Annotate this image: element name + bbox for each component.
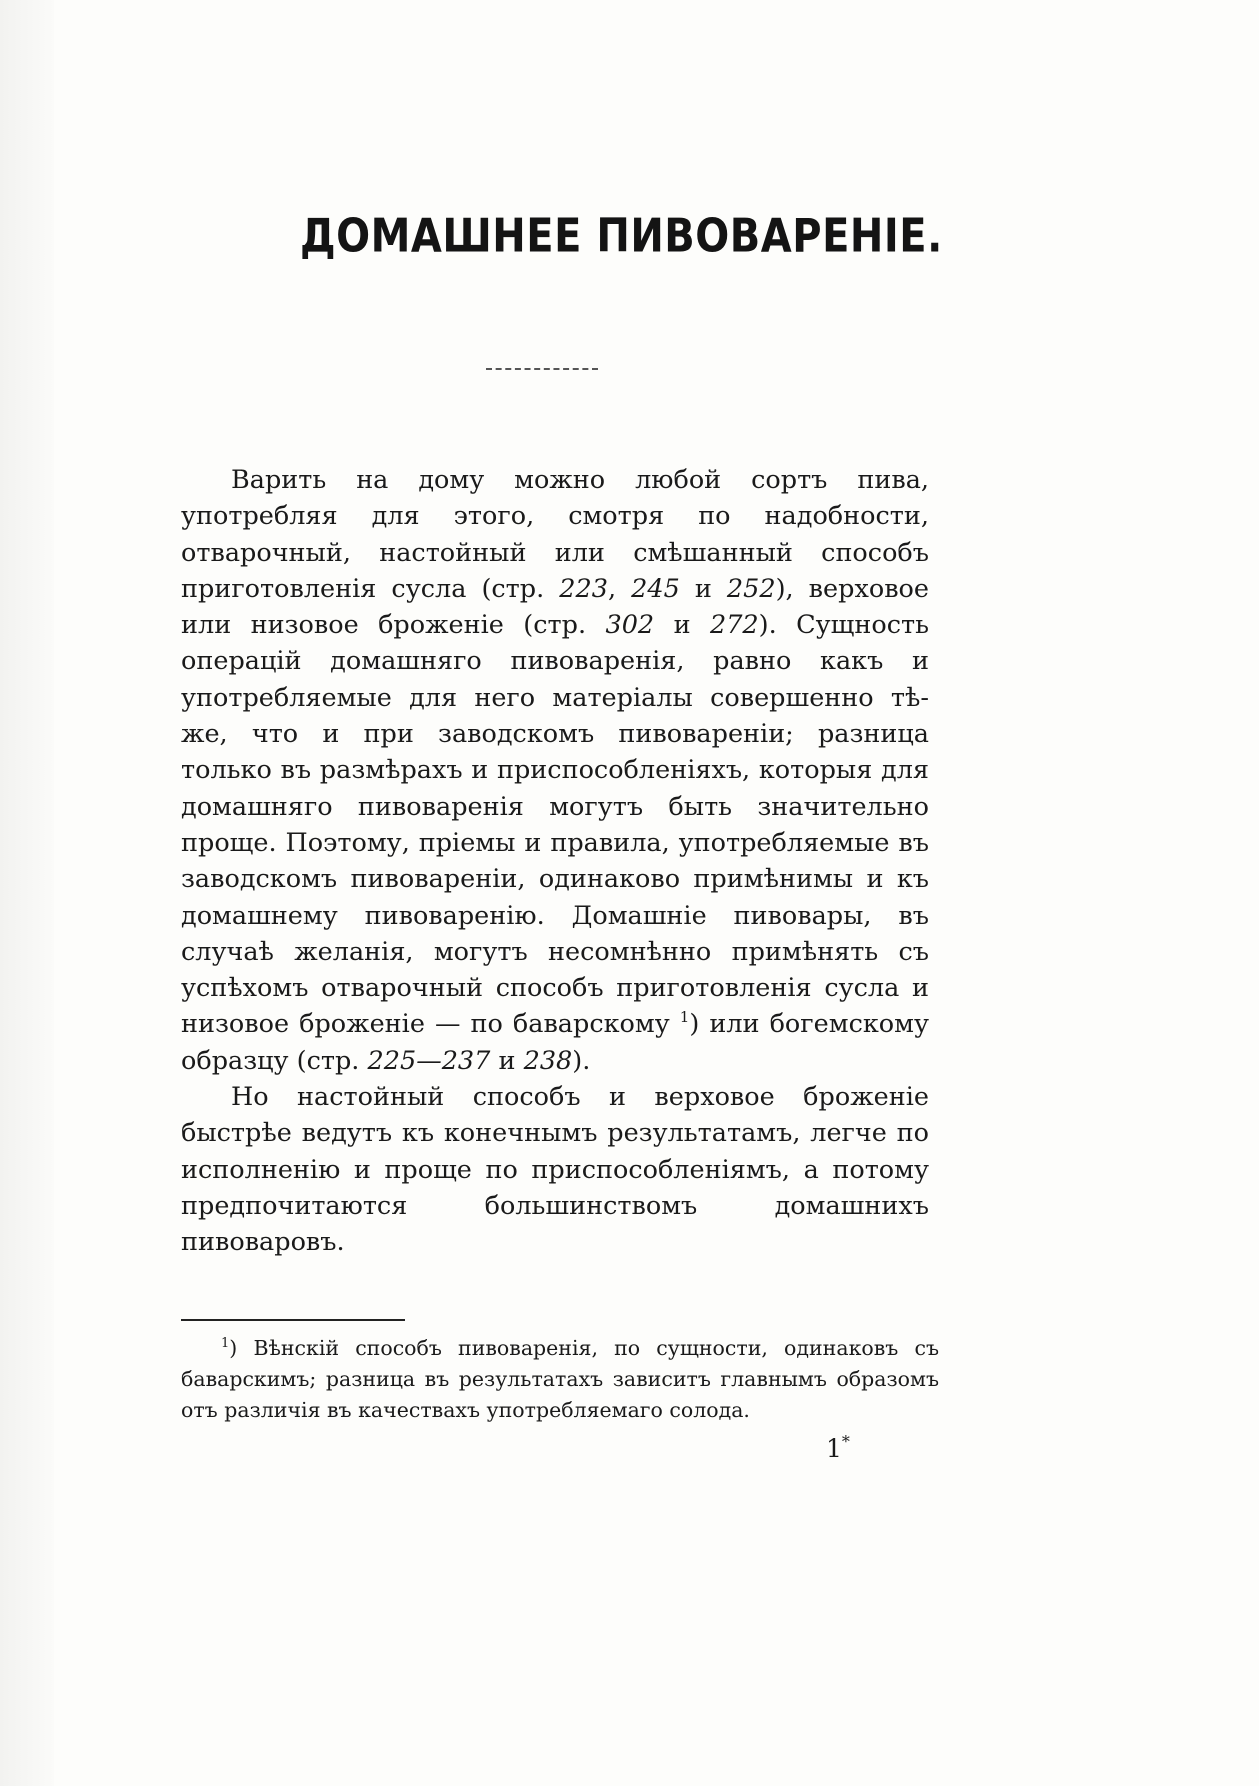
- scan-shadow: [0, 0, 54, 1786]
- page-reference: 272: [709, 610, 759, 641]
- page-reference: 238: [523, 1045, 573, 1076]
- footnote-text: ) Вѣнскій способъ пивоваренія, по сущности, одинаковъ съ баварскимъ; разница въ результатахъ зависитъ главнымъ образомъ отъ различія въ качествахъ употребляемаго солода.: [181, 1336, 939, 1422]
- body-text: [181, 462, 929, 1261]
- paragraph-1: [181, 462, 929, 1079]
- text-run: ,: [607, 573, 632, 604]
- text-run: и: [654, 610, 710, 641]
- text-run: Но настойный способъ и верховое броженіе быстрѣе ведутъ къ конечнымъ результатамъ, легче по исполненію и проще по приспособленіямъ, а потому предпочитаются большинствомъ домашнихъ пивоваровъ.: [181, 1082, 929, 1258]
- page-title: ДОМАШНЕЕ ПИВОВАРЕНІЕ.: [300, 210, 943, 263]
- page-reference: 225—237: [367, 1045, 491, 1076]
- footnote-divider: [181, 1319, 405, 1321]
- text-run: ) или богемскому образцу (стр.: [181, 1009, 929, 1076]
- text-run: ).: [572, 1045, 591, 1076]
- page-reference: 245: [631, 573, 680, 604]
- page-reference: 223: [559, 573, 608, 604]
- footnote: [181, 1333, 939, 1426]
- page-reference: 302: [605, 610, 655, 641]
- footnote-reference: 1: [679, 1008, 690, 1027]
- text-run: и: [679, 573, 727, 604]
- text-run: ), верховое или низовое броженіе (стр.: [181, 573, 929, 641]
- footnote-marker: 1: [221, 1336, 230, 1351]
- text-run: и: [490, 1045, 524, 1076]
- title-divider: [486, 368, 598, 370]
- page-reference: 252: [726, 573, 776, 604]
- text-run: Варить на дому можно любой сортъ пива, употребляя для этого, смотря по надобности, отварочный, настойный или смѣшанный способъ приготовленія сусла (стр.: [181, 465, 929, 604]
- paragraph-2: [181, 1079, 929, 1260]
- page-number-value: 1: [826, 1434, 842, 1463]
- signature-mark: *: [841, 1432, 850, 1451]
- text-run: ). Сущность операцій домашняго пивоваренія, равно какъ и употребляемые для него матеріалы совершенно тѣ-же, что и при заводскомъ пивовареніи; разница только въ размѣрахъ и приспособленіяхъ, которыя для домашняго пивоваренія могутъ быть значительно проще. Поэтому, пріемы и правила, употребляемые въ заводскомъ пивовареніи, одинаково примѣнимы и къ домашнему пивоваренію. Домашніе пивовары, въ случаѣ желанія, могутъ несомнѣнно примѣнять съ успѣхомъ отварочный способъ приготовленія сусла и низовое броженіе — по баварскому: [181, 610, 929, 1040]
- page-number: [826, 1432, 850, 1463]
